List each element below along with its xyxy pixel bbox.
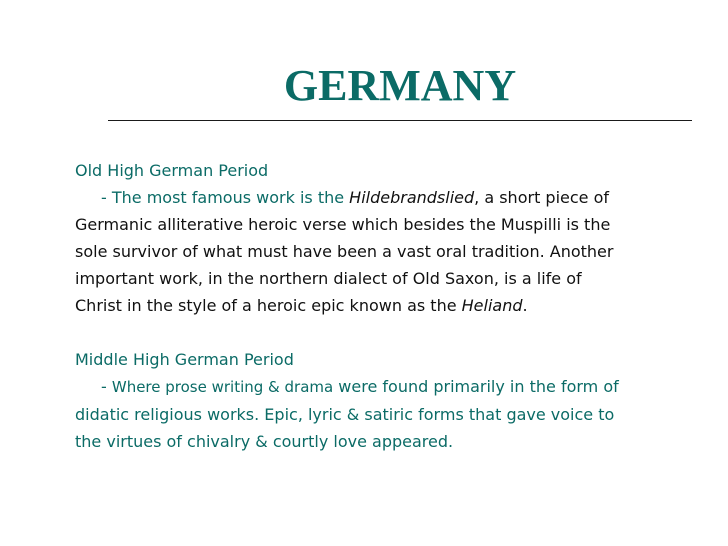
section-heading-old-high-german: Old High German Period <box>75 161 269 180</box>
paragraph-line: the virtues of chivalry & courtly love appeared. <box>75 432 454 451</box>
work-title-hildebrandslied: Hildebrandslied <box>349 188 475 207</box>
section-heading-middle-high-german: Middle High German Period <box>75 350 294 369</box>
text-run: , a short piece of <box>474 188 610 207</box>
text-run: Christ in the style of a heroic epic known as the <box>75 296 462 315</box>
text-run-small: Where prose writing & drama <box>111 378 334 396</box>
work-title-heliand: Heliand <box>461 296 523 315</box>
paragraph-line: Germanic alliterative heroic verse which besides the Muspilli is the <box>75 215 611 234</box>
paragraph-line: sole survivor of what must have been a vast oral tradition. Another <box>75 242 614 261</box>
paragraph-line: didatic religious works. Epic, lyric & satiric forms that gave voice to <box>75 405 615 424</box>
section-spacer <box>75 319 705 346</box>
slide-body <box>75 157 705 455</box>
paragraph-line <box>75 292 705 319</box>
paragraph-line <box>75 373 705 401</box>
text-run: . <box>522 296 528 315</box>
paragraph-line <box>75 184 705 211</box>
text-run: were found primarily in the form of <box>333 377 619 396</box>
title-divider <box>108 120 692 121</box>
dash-text: - <box>101 377 112 396</box>
paragraph-line: important work, in the northern dialect of Old Saxon, is a life of <box>75 269 582 288</box>
slide-title: GERMANY <box>283 61 517 110</box>
dash-text: - The most famous work is the <box>101 188 350 207</box>
